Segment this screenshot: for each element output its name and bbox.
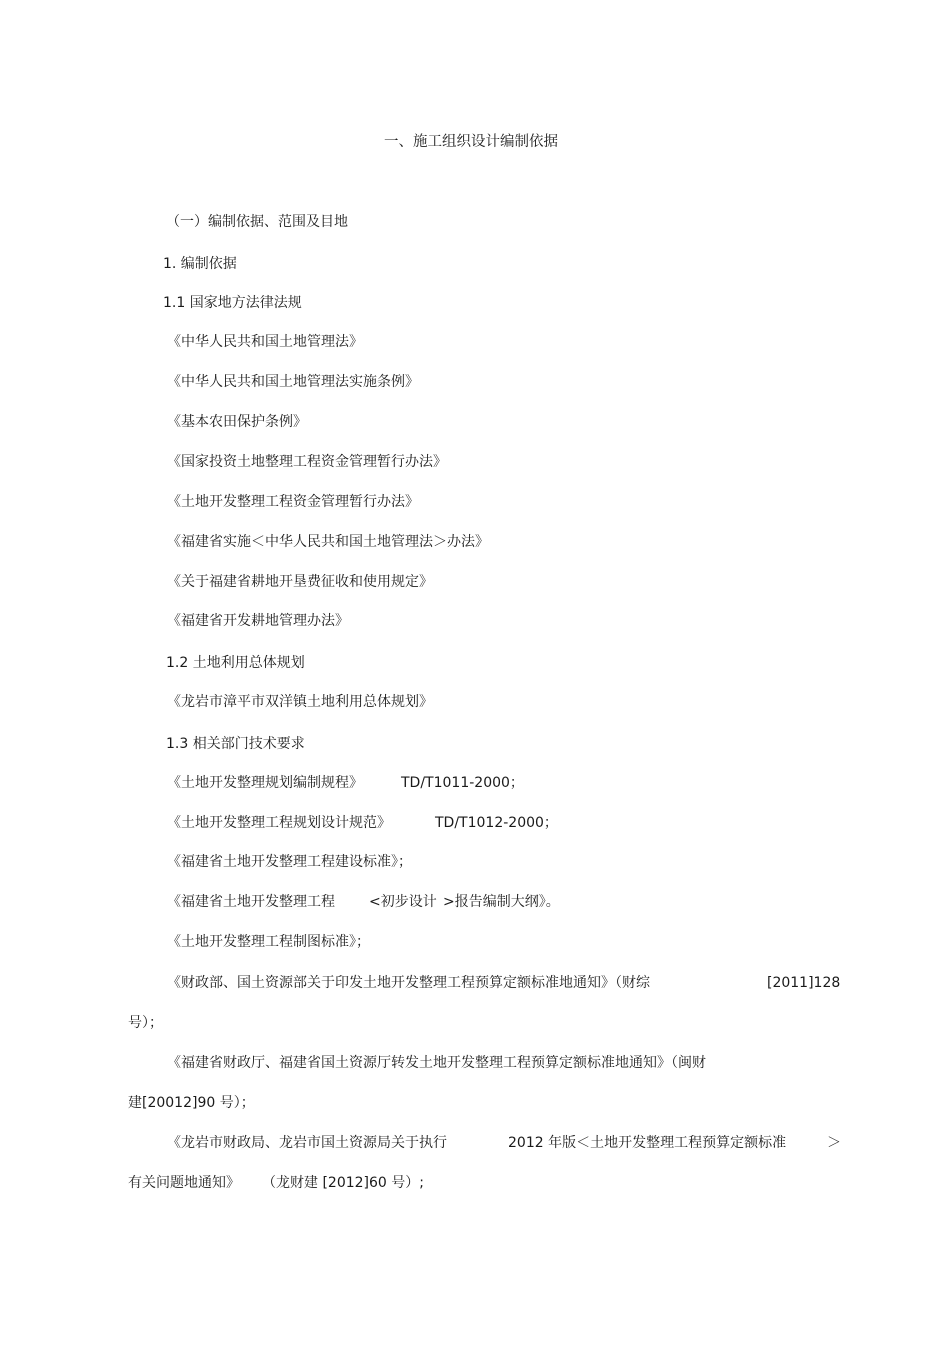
tech-item-6-c: 号）；	[128, 1015, 163, 1031]
tech-item-8-c: ＞	[827, 1135, 841, 1151]
law-item-3: 《基本农田保护条例》	[167, 414, 307, 430]
law-item-8: 《福建省开发耕地管理办法》	[167, 613, 349, 629]
tech-item-1-code: TD/T1011-2000；	[401, 775, 524, 791]
plan-item-1: 《龙岩市漳平市双洋镇土地利用总体规划》	[167, 694, 433, 710]
tech-item-8-b: 2012 年版＜土地开发整理工程预算定额标准	[508, 1135, 787, 1151]
tech-item-1-title: 《土地开发整理规划编制规程》	[167, 775, 363, 791]
tech-item-4-b: <初步设计	[369, 894, 437, 910]
tech-item-7-a: 《福建省财政厅、福建省国土资源厅转发土地开发整理工程预算定额标准地通知》（闽财	[167, 1055, 706, 1071]
subsection-heading-1: 1. 编制依据	[163, 256, 237, 272]
tech-item-6-b: [2011]128	[767, 975, 841, 991]
law-item-1: 《中华人民共和国土地管理法》	[167, 334, 363, 350]
subsection-heading-1-3: 1.3 相关部门技术要求	[166, 736, 305, 752]
tech-item-2-title: 《土地开发整理工程规划设计规范》	[167, 815, 391, 831]
tech-item-8-a: 《龙岩市财政局、龙岩市国土资源局关于执行	[167, 1135, 447, 1151]
law-item-5: 《土地开发整理工程资金管理暂行办法》	[167, 494, 419, 510]
tech-item-7-b: 建[20012]90 号）；	[128, 1095, 255, 1111]
tech-item-8-e: （龙财建 [2012]60 号）;	[262, 1175, 424, 1191]
tech-item-8-d: 有关问题地通知》	[128, 1175, 240, 1191]
law-item-6: 《福建省实施＜中华人民共和国土地管理法＞办法》	[167, 534, 489, 550]
subsection-heading-1-2: 1.2 土地利用总体规划	[166, 655, 305, 671]
tech-item-6-a: 《财政部、国土资源部关于印发土地开发整理工程预算定额标准地通知》（财综	[167, 975, 650, 991]
law-item-2: 《中华人民共和国土地管理法实施条例》	[167, 374, 419, 390]
tech-item-4-a: 《福建省土地开发整理工程	[167, 894, 335, 910]
law-item-7: 《关于福建省耕地开垦费征收和使用规定》	[167, 574, 433, 590]
tech-item-4-c: >报告编制大纲》。	[443, 894, 560, 910]
tech-item-2-code: TD/T1012-2000；	[435, 815, 558, 831]
law-item-4: 《国家投资土地整理工程资金管理暂行办法》	[167, 454, 447, 470]
document-title: 一、施工组织设计编制依据	[384, 134, 558, 150]
tech-item-5: 《土地开发整理工程制图标准》；	[167, 934, 370, 950]
subsection-heading-1-1: 1.1 国家地方法律法规	[163, 295, 302, 311]
section-heading: （一）编制依据、范围及目地	[166, 214, 348, 230]
tech-item-3: 《福建省土地开发整理工程建设标准》；	[167, 854, 412, 870]
